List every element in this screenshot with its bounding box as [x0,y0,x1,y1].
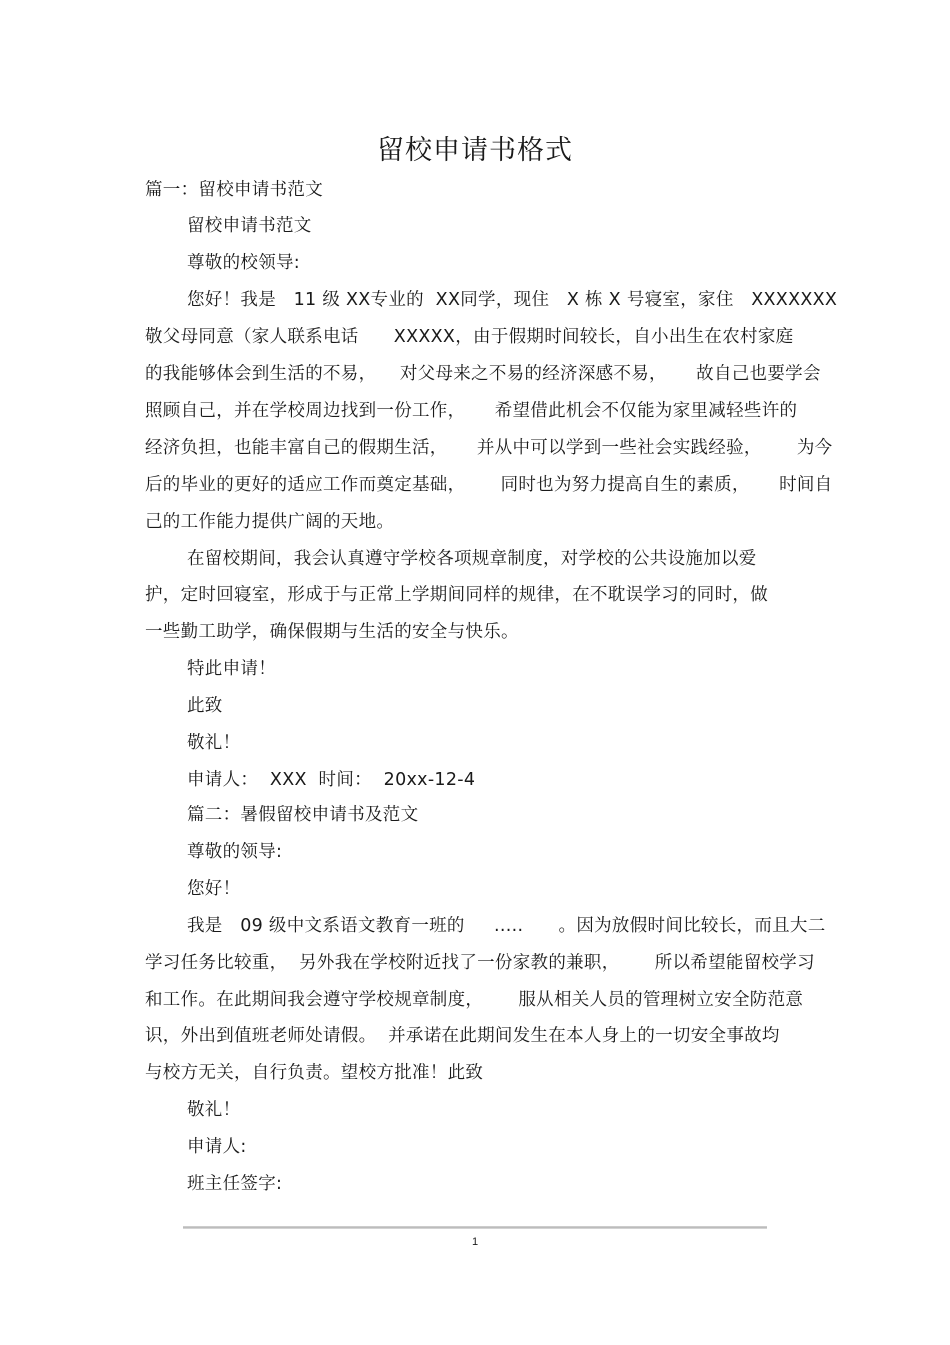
page-number: 1 [471,1236,479,1248]
text-line: 和工作。在此期间我会遵守学校规章制度， 服从相关人员的管理树立安全防范意 [145,990,804,1010]
signature-line: 申请人： XXX 时间： 20xx-12-4 [187,770,476,790]
text-line: 的我能够体会到生活的不易， 对父母来之不易的经济深感不易， 故自己也要学会 [145,364,821,384]
text-line: 识，外出到值班老师处请假。 并承诺在此期间发生在本人身上的一切安全事故均 [145,1026,780,1046]
text-line: 敬父母同意（家人联系电话 XXXXX，由于假期时间较长，自小出生在农村家庭 [145,327,794,347]
document-title: 留校申请书格式 [377,135,573,166]
text-line: 留校申请书范文 [187,216,312,236]
signature-line: 班主任签字: [187,1174,283,1194]
text-line: 照顾自己，并在学校周边找到一份工作， 希望借此机会不仅能为家里减轻些许的 [145,401,798,421]
text-line: 与校方无关，自行负责。望校方批准！此致 [145,1063,484,1083]
salutation: 尊敬的领导: [187,842,283,862]
text-line: 敬礼！ [187,733,241,753]
signature-line: 申请人: [187,1137,247,1157]
text-line: 一些勤工助学，确保假期与生活的安全与快乐。 [145,622,519,642]
text-line: 学习任务比较重， 另外我在学校附近找了一份家教的兼职， 所以希望能留校学习 [145,953,815,973]
text-line: 您好！我是 11 级 XX专业的 XX同学，现住 X 栋 X 号寝室，家住 XXXXXXX [187,290,838,310]
text-line: 此致 [187,696,223,716]
footer-divider [183,1226,767,1229]
text-line: 后的毕业的更好的适应工作而奠定基础， 同时也为努力提高自生的素质， 时间自 [145,475,833,495]
text-line: 我是 09 级中文系语文教育一班的 ..... 。因为放假时间比较长，而且大二 [187,916,826,936]
text-line: 护，定时回寝室，形成于与正常上学期间同样的规律，在不耽误学习的同时，做 [145,585,768,605]
text-line: 己的工作能力提供广阔的天地。 [145,512,395,532]
text-line: 您好！ [187,879,241,899]
section-heading-2: 篇二：暑假留校申请书及范文 [187,805,419,825]
text-line: 在留校期间，我会认真遵守学校各项规章制度，对学校的公共设施加以爱 [187,549,757,569]
section-heading-1: 篇一：留校申请书范文 [145,180,323,200]
salutation: 尊敬的校领导: [187,253,300,273]
text-line: 特此申请！ [187,659,276,679]
text-line: 经济负担，也能丰富自己的假期生活， 并从中可以学到一些社会实践经验， 为今 [145,438,833,458]
text-line: 敬礼！ [187,1100,241,1120]
